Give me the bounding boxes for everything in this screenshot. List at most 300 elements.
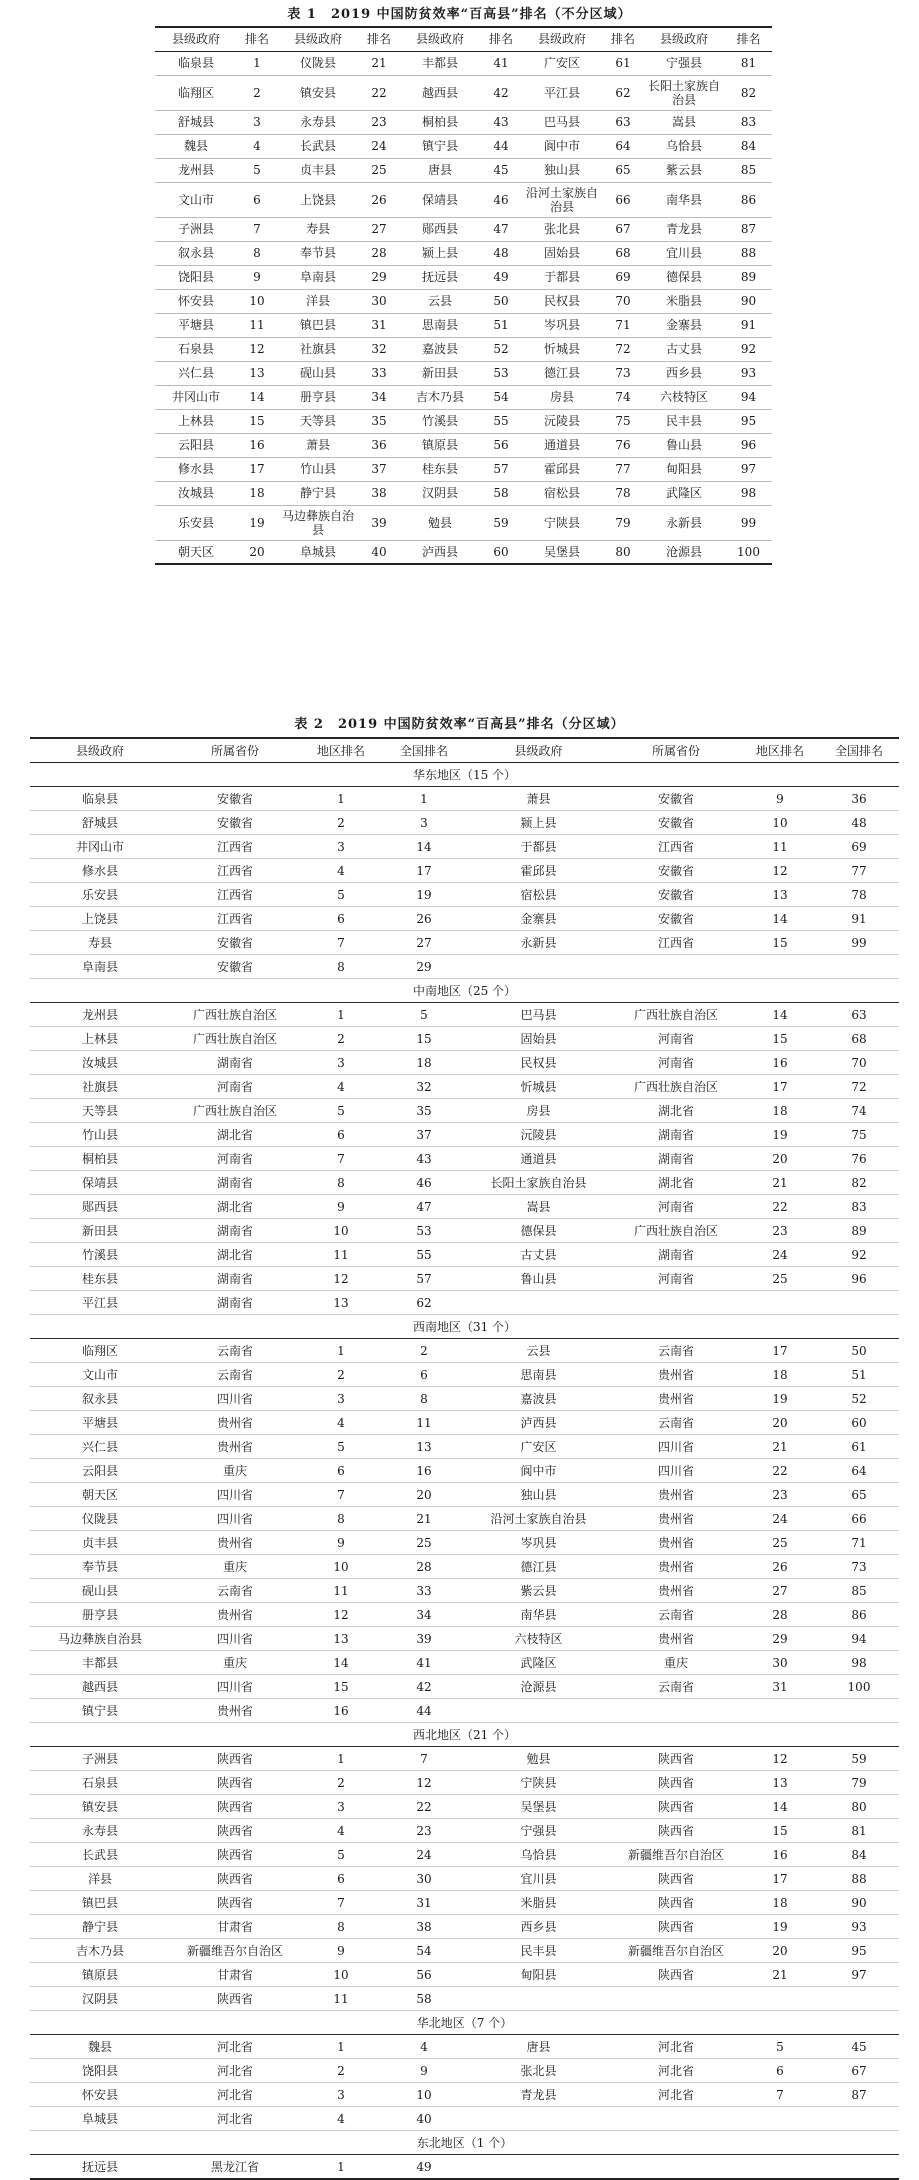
region-rank-cell: 1 <box>300 1339 382 1363</box>
region-rank-cell: 23 <box>741 1483 819 1507</box>
national-rank-cell: 98 <box>819 1651 899 1675</box>
county-cell: 新田县 <box>399 361 481 385</box>
region-rank-cell: 2 <box>300 811 382 835</box>
table-row <box>30 1627 899 1651</box>
table-row <box>30 835 899 859</box>
county-cell: 子洲县 <box>155 217 237 241</box>
national-rank-cell <box>819 2107 899 2131</box>
county-cell: 固始县 <box>521 241 603 265</box>
county-cell: 思南县 <box>399 313 481 337</box>
province-cell: 陕西省 <box>170 1747 300 1771</box>
province-cell: 安徽省 <box>170 955 300 979</box>
province-cell: 贵州省 <box>611 1387 741 1411</box>
region-rank-cell: 25 <box>741 1531 819 1555</box>
table-row <box>30 1171 899 1195</box>
region-title: 东北地区（1 个） <box>30 2131 899 2155</box>
region-rank-cell: 8 <box>300 1915 382 1939</box>
province-cell: 贵州省 <box>611 1531 741 1555</box>
county-cell: 文山市 <box>155 182 237 217</box>
county-cell: 魏县 <box>155 134 237 158</box>
national-rank-cell: 7 <box>382 1747 466 1771</box>
county-cell: 甸阳县 <box>643 457 725 481</box>
county-cell: 新田县 <box>30 1219 170 1243</box>
county-cell: 通道县 <box>521 433 603 457</box>
national-rank-cell: 97 <box>819 1963 899 1987</box>
rank-cell: 44 <box>481 134 521 158</box>
national-rank-cell: 62 <box>382 1291 466 1315</box>
province-cell: 江西省 <box>170 859 300 883</box>
region-rank-cell: 5 <box>741 2035 819 2059</box>
county-cell: 井冈山市 <box>155 385 237 409</box>
table-row <box>155 51 772 75</box>
column-header: 全国排名 <box>382 738 466 763</box>
region-rank-cell: 1 <box>337 2159 345 2174</box>
county-cell: 巴马县 <box>521 110 603 134</box>
region-rank-cell: 13 <box>300 1627 382 1651</box>
county-cell: 长武县 <box>30 1843 170 1867</box>
county-cell: 竹溪县 <box>399 409 481 433</box>
table-row <box>30 1099 899 1123</box>
national-rank-cell: 36 <box>819 787 899 811</box>
national-rank-cell: 66 <box>819 1507 899 1531</box>
county-cell: 阜南县 <box>277 265 359 289</box>
province-cell: 安徽省 <box>611 787 741 811</box>
rank-cell: 20 <box>249 544 265 559</box>
region-rank-cell: 22 <box>741 1195 819 1219</box>
province-cell: 湖南省 <box>611 1123 741 1147</box>
national-rank-cell: 22 <box>382 1795 466 1819</box>
national-rank-cell: 85 <box>819 1579 899 1603</box>
national-rank-cell: 11 <box>382 1411 466 1435</box>
county-cell: 宿松县 <box>521 481 603 505</box>
table-row <box>30 1411 899 1435</box>
column-header: 县级政府 <box>521 27 603 51</box>
column-header: 排名 <box>725 27 772 51</box>
province-cell: 陕西省 <box>170 1819 300 1843</box>
region-rank-cell: 16 <box>741 1051 819 1075</box>
county-cell: 德江县 <box>521 361 603 385</box>
rank-cell: 36 <box>359 433 399 457</box>
province-cell: 甘肃省 <box>170 1915 300 1939</box>
column-header: 排名 <box>359 27 399 51</box>
county-cell: 洋县 <box>30 1867 170 1891</box>
national-rank-cell: 1 <box>382 787 466 811</box>
rank-cell: 10 <box>237 289 277 313</box>
county-cell: 云县 <box>399 289 481 313</box>
national-rank-cell: 5 <box>382 1003 466 1027</box>
region-rank-cell: 18 <box>741 1891 819 1915</box>
province-cell: 四川省 <box>611 1435 741 1459</box>
province-cell: 贵州省 <box>170 1411 300 1435</box>
rank-cell: 11 <box>237 313 277 337</box>
county-cell <box>466 2107 611 2131</box>
table-row <box>30 2155 899 2180</box>
province-cell: 河北省 <box>611 2059 741 2083</box>
county-cell: 天等县 <box>30 1099 170 1123</box>
province-cell: 重庆 <box>170 1459 300 1483</box>
county-cell: 沅陵县 <box>521 409 603 433</box>
county-cell: 紫云县 <box>466 1579 611 1603</box>
column-header: 所属省份 <box>170 738 300 763</box>
province-cell: 陕西省 <box>611 1891 741 1915</box>
region-rank-cell: 7 <box>300 931 382 955</box>
province-cell: 贵州省 <box>611 1507 741 1531</box>
table-row <box>30 1387 899 1411</box>
table-row <box>30 955 899 979</box>
province-cell <box>611 955 741 979</box>
province-cell: 广西壮族自治区 <box>170 1099 300 1123</box>
county-cell: 泸西县 <box>421 544 458 559</box>
rank-cell: 35 <box>359 409 399 433</box>
region-rank-cell: 5 <box>300 1099 382 1123</box>
rank-cell: 100 <box>737 544 760 559</box>
province-cell: 江西省 <box>611 931 741 955</box>
province-cell: 四川省 <box>170 1627 300 1651</box>
national-rank-cell: 49 <box>416 2159 432 2174</box>
region-rank-cell: 29 <box>741 1627 819 1651</box>
table-row <box>30 1891 899 1915</box>
table-row <box>30 1195 899 1219</box>
region-rank-cell: 1 <box>300 1747 382 1771</box>
national-rank-cell: 25 <box>382 1531 466 1555</box>
province-cell: 新疆维吾尔自治区 <box>170 1939 300 1963</box>
county-cell: 叙永县 <box>30 1387 170 1411</box>
province-cell: 陕西省 <box>170 1795 300 1819</box>
national-rank-cell: 48 <box>819 811 899 835</box>
region-title: 华东地区（15 个） <box>30 763 899 787</box>
county-cell: 古丈县 <box>643 337 725 361</box>
column-header: 县级政府 <box>466 738 611 763</box>
region-rank-cell: 3 <box>300 1387 382 1411</box>
region-rank-cell: 16 <box>741 1843 819 1867</box>
table-row <box>30 2059 899 2083</box>
rank-cell: 27 <box>359 217 399 241</box>
region-rank-cell: 2 <box>300 2059 382 2083</box>
rank-cell: 1 <box>237 51 277 75</box>
region-rank-cell: 17 <box>741 1075 819 1099</box>
county-cell: 临翔区 <box>155 75 237 110</box>
county-cell: 沿河土家族自治县 <box>466 1507 611 1531</box>
table-row <box>30 1147 899 1171</box>
rank-cell: 16 <box>237 433 277 457</box>
region-rank-cell: 10 <box>741 811 819 835</box>
province-cell: 陕西省 <box>170 1843 300 1867</box>
national-rank-cell: 90 <box>819 1891 899 1915</box>
province-cell: 陕西省 <box>170 1891 300 1915</box>
county-cell: 阆中市 <box>466 1459 611 1483</box>
province-cell: 湖南省 <box>170 1171 300 1195</box>
national-rank-cell: 86 <box>819 1603 899 1627</box>
county-cell: 镇巴县 <box>30 1891 170 1915</box>
table-row <box>30 1291 899 1315</box>
county-cell: 汝城县 <box>30 1051 170 1075</box>
table-row <box>30 1555 899 1579</box>
region-rank-cell: 19 <box>741 1915 819 1939</box>
region-rank-cell: 25 <box>741 1267 819 1291</box>
national-rank-cell: 15 <box>382 1027 466 1051</box>
county-cell: 阜城县 <box>299 544 336 559</box>
province-cell: 黑龙江省 <box>210 2159 259 2174</box>
national-rank-cell: 99 <box>819 931 899 955</box>
rank-cell: 57 <box>481 457 521 481</box>
county-cell: 长阳土家族自治县 <box>466 1171 611 1195</box>
province-cell: 安徽省 <box>170 931 300 955</box>
county-cell: 镇安县 <box>30 1795 170 1819</box>
region-rank-cell: 14 <box>741 907 819 931</box>
region-header-row <box>30 2011 899 2035</box>
national-rank-cell: 24 <box>382 1843 466 1867</box>
table-row <box>155 481 772 505</box>
county-cell: 房县 <box>466 1099 611 1123</box>
rank-cell: 71 <box>603 313 643 337</box>
rank-cell: 39 <box>359 505 399 540</box>
province-cell: 陕西省 <box>170 1987 300 2011</box>
county-cell: 仪陇县 <box>277 51 359 75</box>
region-rank-cell: 14 <box>741 1003 819 1027</box>
table-row <box>155 505 772 540</box>
national-rank-cell: 74 <box>819 1099 899 1123</box>
province-cell: 广西壮族自治区 <box>611 1003 741 1027</box>
table-row <box>30 883 899 907</box>
province-cell: 河南省 <box>170 1147 300 1171</box>
table-row <box>30 1027 899 1051</box>
county-cell: 六枝特区 <box>643 385 725 409</box>
county-cell: 吉木乃县 <box>399 385 481 409</box>
county-cell: 兴仁县 <box>30 1435 170 1459</box>
province-cell: 陕西省 <box>170 1771 300 1795</box>
table-row <box>155 433 772 457</box>
county-cell: 兴仁县 <box>155 361 237 385</box>
region-rank-cell: 4 <box>300 1075 382 1099</box>
region-rank-cell: 17 <box>741 1339 819 1363</box>
rank-cell: 5 <box>237 158 277 182</box>
rank-cell: 17 <box>237 457 277 481</box>
county-cell <box>466 955 611 979</box>
province-cell: 湖南省 <box>611 1243 741 1267</box>
rank-cell: 68 <box>603 241 643 265</box>
region-rank-cell: 5 <box>300 883 382 907</box>
national-rank-cell: 75 <box>819 1123 899 1147</box>
national-rank-cell: 3 <box>382 811 466 835</box>
province-cell: 贵州省 <box>170 1699 300 1723</box>
county-cell: 岑巩县 <box>466 1531 611 1555</box>
rank-cell: 94 <box>725 385 772 409</box>
national-rank-cell: 87 <box>819 2083 899 2107</box>
region-rank-cell: 9 <box>300 1531 382 1555</box>
rank-cell: 84 <box>725 134 772 158</box>
region-header-row <box>30 979 899 1003</box>
county-cell: 沧源县 <box>665 544 702 559</box>
table-row <box>155 75 772 110</box>
rank-cell: 99 <box>725 505 772 540</box>
province-cell: 安徽省 <box>170 787 300 811</box>
province-cell: 云南省 <box>611 1675 741 1699</box>
county-cell: 石泉县 <box>30 1771 170 1795</box>
county-cell: 朝天区 <box>177 544 214 559</box>
region-rank-cell: 9 <box>300 1939 382 1963</box>
table-row <box>30 1651 899 1675</box>
region-rank-cell: 4 <box>300 2107 382 2131</box>
national-rank-cell: 81 <box>819 1819 899 1843</box>
region-rank-cell: 15 <box>300 1675 382 1699</box>
county-cell: 长武县 <box>277 134 359 158</box>
region-rank-cell: 10 <box>300 1963 382 1987</box>
county-cell: 修水县 <box>155 457 237 481</box>
rank-cell: 86 <box>725 182 772 217</box>
region-rank-cell: 18 <box>741 1363 819 1387</box>
national-rank-cell: 42 <box>382 1675 466 1699</box>
region-rank-cell: 10 <box>300 1219 382 1243</box>
national-rank-cell: 93 <box>819 1915 899 1939</box>
national-rank-cell <box>819 1699 899 1723</box>
rank-cell: 33 <box>359 361 399 385</box>
county-cell: 宿松县 <box>466 883 611 907</box>
province-cell: 云南省 <box>611 1603 741 1627</box>
province-cell: 湖南省 <box>170 1267 300 1291</box>
national-rank-cell: 4 <box>382 2035 466 2059</box>
national-rank-cell: 55 <box>382 1243 466 1267</box>
table-row <box>30 1051 899 1075</box>
county-cell: 上饶县 <box>30 907 170 931</box>
national-rank-cell: 6 <box>382 1363 466 1387</box>
table-row <box>30 1339 899 1363</box>
province-cell: 湖北省 <box>170 1243 300 1267</box>
region-rank-cell: 14 <box>741 1795 819 1819</box>
county-cell: 越西县 <box>399 75 481 110</box>
county-cell: 静宁县 <box>277 481 359 505</box>
national-rank-cell: 70 <box>819 1051 899 1075</box>
county-cell: 于都县 <box>466 835 611 859</box>
rank-cell: 46 <box>481 182 521 217</box>
table-row <box>30 1123 899 1147</box>
region-rank-cell: 24 <box>741 1243 819 1267</box>
rank-cell: 13 <box>237 361 277 385</box>
county-cell: 于都县 <box>521 265 603 289</box>
province-cell: 陕西省 <box>611 1795 741 1819</box>
region-rank-cell: 7 <box>300 1891 382 1915</box>
region-rank-cell: 4 <box>300 1411 382 1435</box>
table-row <box>30 1795 899 1819</box>
province-cell: 陕西省 <box>611 1771 741 1795</box>
region-rank-cell: 5 <box>300 1435 382 1459</box>
county-cell: 民权县 <box>466 1051 611 1075</box>
rank-cell: 65 <box>603 158 643 182</box>
county-cell <box>466 2155 611 2180</box>
county-cell: 桂东县 <box>399 457 481 481</box>
county-cell: 郧西县 <box>30 1195 170 1219</box>
national-rank-cell: 73 <box>819 1555 899 1579</box>
national-rank-cell: 39 <box>382 1627 466 1651</box>
province-cell: 陕西省 <box>170 1867 300 1891</box>
table-row <box>30 1219 899 1243</box>
province-cell: 重庆 <box>611 1651 741 1675</box>
national-rank-cell <box>819 1291 899 1315</box>
national-rank-cell: 78 <box>819 883 899 907</box>
national-rank-cell: 94 <box>819 1627 899 1651</box>
county-cell: 南华县 <box>643 182 725 217</box>
province-cell: 湖南省 <box>170 1219 300 1243</box>
region-rank-cell: 11 <box>300 1579 382 1603</box>
province-cell: 广西壮族自治区 <box>170 1027 300 1051</box>
province-cell: 贵州省 <box>611 1627 741 1651</box>
national-rank-cell <box>819 2155 899 2180</box>
region-rank-cell: 23 <box>741 1219 819 1243</box>
region-rank-cell: 2 <box>300 1363 382 1387</box>
county-cell: 阜南县 <box>30 955 170 979</box>
province-cell: 四川省 <box>170 1675 300 1699</box>
national-rank-cell: 23 <box>382 1819 466 1843</box>
county-cell: 桐柏县 <box>399 110 481 134</box>
rank-cell: 37 <box>359 457 399 481</box>
table-row <box>155 337 772 361</box>
rank-cell: 51 <box>481 313 521 337</box>
national-rank-cell: 52 <box>819 1387 899 1411</box>
rank-cell: 28 <box>359 241 399 265</box>
county-cell: 怀安县 <box>155 289 237 313</box>
county-cell: 独山县 <box>466 1483 611 1507</box>
county-cell: 张北县 <box>466 2059 611 2083</box>
region-rank-cell: 20 <box>741 1411 819 1435</box>
national-rank-cell: 72 <box>819 1075 899 1099</box>
rank-cell: 76 <box>603 433 643 457</box>
county-cell: 紫云县 <box>643 158 725 182</box>
county-cell: 文山市 <box>30 1363 170 1387</box>
table-row <box>30 1003 899 1027</box>
region-rank-cell <box>741 955 819 979</box>
county-cell: 六枝特区 <box>466 1627 611 1651</box>
county-cell: 武隆区 <box>643 481 725 505</box>
province-cell: 贵州省 <box>170 1603 300 1627</box>
province-cell: 河南省 <box>611 1195 741 1219</box>
rank-cell: 41 <box>481 51 521 75</box>
table-row <box>30 931 899 955</box>
region-rank-cell: 8 <box>300 1507 382 1531</box>
county-cell: 社旗县 <box>277 337 359 361</box>
column-header: 排名 <box>481 27 521 51</box>
county-cell: 勉县 <box>466 1747 611 1771</box>
rank-cell: 4 <box>237 134 277 158</box>
region-rank-cell: 11 <box>300 1243 382 1267</box>
rank-cell: 79 <box>603 505 643 540</box>
rank-cell: 45 <box>481 158 521 182</box>
national-rank-cell: 18 <box>382 1051 466 1075</box>
province-cell: 贵州省 <box>170 1531 300 1555</box>
county-cell: 上林县 <box>155 409 237 433</box>
county-cell: 勉县 <box>399 505 481 540</box>
county-cell: 抚远县 <box>399 265 481 289</box>
region-rank-cell: 27 <box>741 1579 819 1603</box>
province-cell <box>611 1987 741 2011</box>
county-cell: 嵩县 <box>643 110 725 134</box>
table-row <box>30 2035 899 2059</box>
province-cell: 安徽省 <box>611 907 741 931</box>
national-rank-cell: 91 <box>819 907 899 931</box>
county-cell: 丰都县 <box>30 1651 170 1675</box>
county-cell: 永新县 <box>643 505 725 540</box>
province-cell: 河北省 <box>170 2107 300 2131</box>
table-row <box>155 385 772 409</box>
county-cell: 砚山县 <box>277 361 359 385</box>
national-rank-cell: 21 <box>382 1507 466 1531</box>
county-cell: 寿县 <box>277 217 359 241</box>
national-rank-cell: 84 <box>819 1843 899 1867</box>
rank-cell: 58 <box>481 481 521 505</box>
county-cell: 汉阴县 <box>399 481 481 505</box>
rank-cell: 22 <box>359 75 399 110</box>
county-cell: 民丰县 <box>643 409 725 433</box>
rank-cell: 59 <box>481 505 521 540</box>
province-cell: 贵州省 <box>611 1555 741 1579</box>
